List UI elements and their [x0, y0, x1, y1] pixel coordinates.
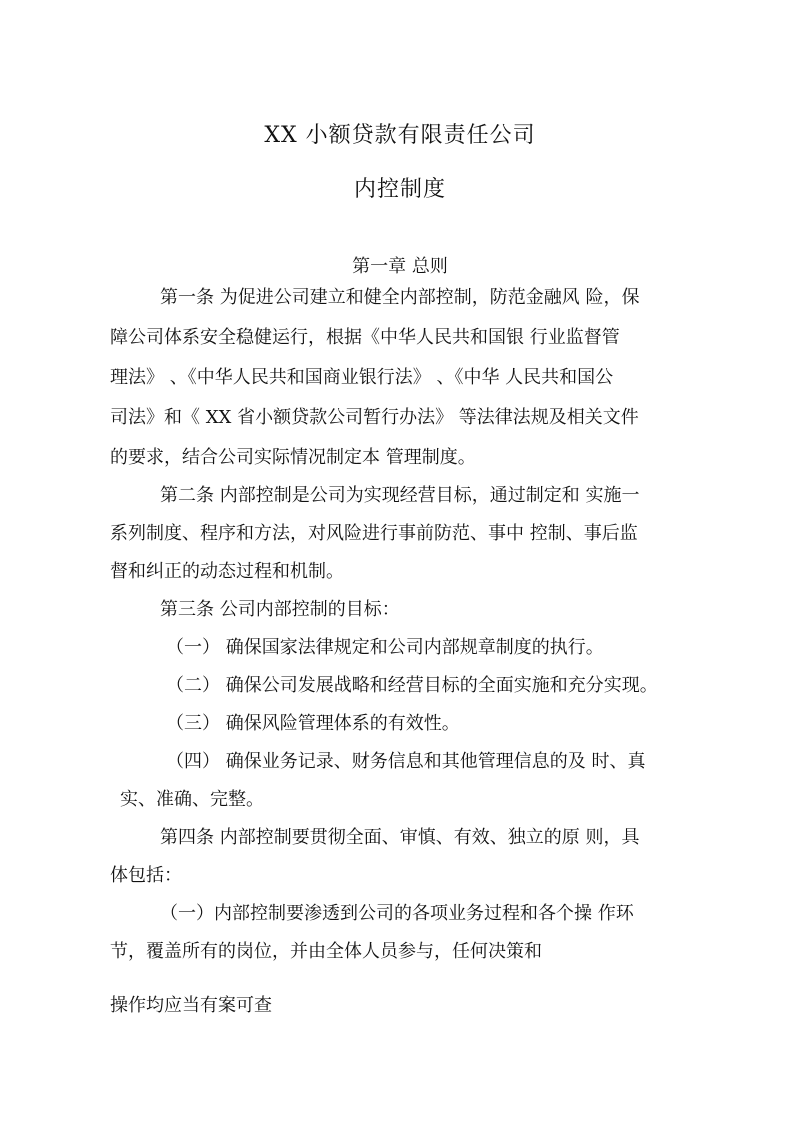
article-4-item-1-line-2: 节，覆盖所有的岗位，并由全体人员参与，任何决策和: [110, 941, 542, 962]
article-4-line-1: 第四条 内部控制要贯彻全面、审慎、有效、独立的原 则，具: [160, 827, 640, 848]
article-3-item-4-line-2: 实、准确、完整。: [120, 789, 264, 810]
article-3-item-2: （二） 确保公司发展战略和经营目标的全面实施和充分实现。: [166, 675, 658, 696]
document-title: XX 小额贷款有限责任公司: [264, 123, 536, 148]
article-3-item-3: （三） 确保风险管理体系的有效性。: [166, 713, 460, 734]
article-3-item-4-line-1: （四） 确保业务记录、财务信息和其他管理信息的及 时、真: [166, 751, 646, 772]
chapter-heading: 第一章 总则: [352, 256, 448, 277]
article-3-item-1: （一） 确保国家法律规定和公司内部规章制度的执行。: [166, 637, 604, 658]
article-1-line-1: 第一条 为促进公司建立和健全内部控制，防范金融风 险，保: [160, 287, 640, 308]
article-3-heading: 第三条 公司内部控制的目标：: [160, 599, 400, 620]
article-4-item-1-line-1: （一）内部控制要渗透到公司的各项业务过程和各个操 作环: [160, 903, 634, 924]
article-4-line-2: 体包括：: [110, 865, 182, 886]
article-2-line-2: 系列制度、程序和方法，对风险进行事前防范、事中 控制、事后监: [110, 523, 638, 544]
article-1-line-2: 障公司体系安全稳健运行，根据《中华人民共和国银 行业监督管: [110, 327, 620, 348]
article-2-line-1: 第二条 内部控制是公司为实现经营目标，通过制定和 实施一: [160, 485, 640, 506]
document-subtitle: 内控制度: [353, 177, 446, 202]
article-4-item-1-line-3: 操作均应当有案可查: [110, 995, 272, 1016]
article-2-line-3: 督和纠正的动态过程和机制。: [110, 561, 344, 582]
article-1-line-5: 的要求，结合公司实际情况制定本 管理制度。: [110, 447, 476, 468]
article-1-line-4: 司法》和《 XX 省小额贷款公司暂行办法》 等法律法规及相关文件: [110, 407, 639, 428]
article-1-line-3: 理法》 、《中华人民共和国商业银行法》 、《中华 人民共和国公: [110, 367, 614, 388]
